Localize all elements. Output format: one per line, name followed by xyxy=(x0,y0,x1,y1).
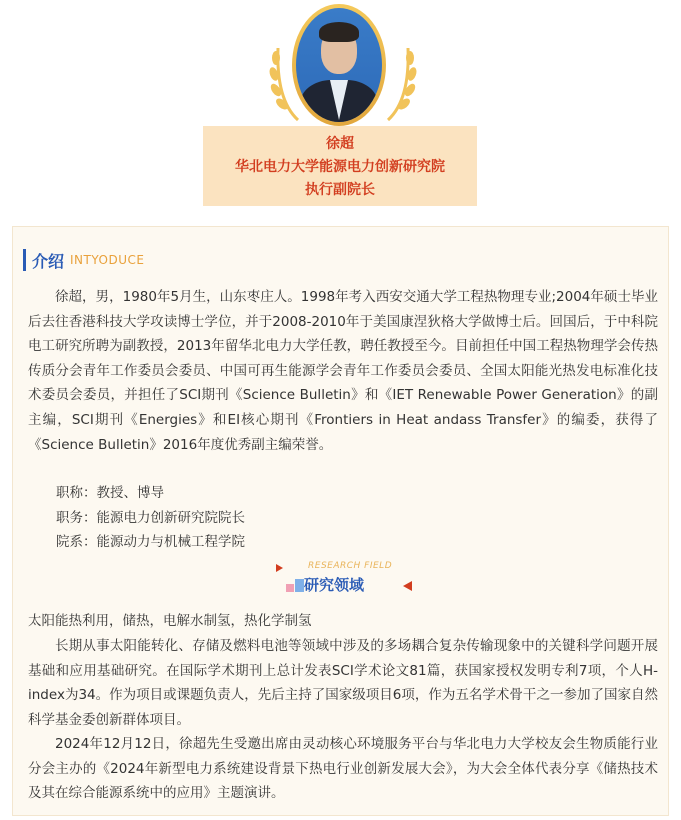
triangle-left-icon xyxy=(276,564,283,572)
laurel-right-icon xyxy=(382,44,418,122)
research-heading-cn: 研究领域 xyxy=(304,576,365,594)
research-heading-en: RESEARCH FIELD xyxy=(308,561,393,571)
intro-paragraph: 徐超，男，1980年5月生，山东枣庄人。1998年考入西安交通大学工程热物理专业;2004年硕士毕业后去往香港科技大学攻读博士学位，并于2008-2010年于美国康涅狄格大学做博士后。回国后，于中科院电工研究所聘为副教授，2013年留华北电力大学任教，聘任教授至今。目前担任中国工程热物理学会传热传质分会青年工作委员会委员、中国可再生能源学会青年工作委员会委员、全国太阳能光热发电标准化技术委员会委员，并担任了SCI期刊《Science Bulletin》和《IET Renewable Power Generation》的副主编，SCI期刊《Energies》和EI核心期刊《Frontiers in Heat andass Transfer》的编委，获得了《Science Bulletin》2016年度优秀副主编荣誉。 xyxy=(28,289,658,453)
triangle-right-icon xyxy=(403,581,412,591)
position-line: 职务：能源电力创新研究院院长 xyxy=(56,510,245,526)
portrait-photo xyxy=(296,8,382,122)
department-line: 院系：能源动力与机械工程学院 xyxy=(56,534,245,550)
intro-heading-en: INTYODUCE xyxy=(70,253,145,267)
square-pink-icon xyxy=(286,584,294,592)
heading-bar xyxy=(23,249,26,271)
bio-panel xyxy=(12,226,669,816)
research-heading xyxy=(268,559,418,599)
name-card xyxy=(203,126,477,206)
person-org: 华北电力大学能源电力创新研究院 xyxy=(235,159,445,175)
portrait-frame xyxy=(268,0,418,130)
rank-line: 职称：教授、博导 xyxy=(56,485,164,501)
person-name: 徐超 xyxy=(326,136,354,152)
person-title: 执行副院长 xyxy=(305,182,375,198)
research-paragraph-2: 2024年12月12日，徐超先生受邀出席由灵动核心环境服务平台与华北电力大学校友会生物质能行业分会主办的《2024年新型电力系统建设背景下热电行业创新发展大会》，为大会全体代表分享《储热技术及其在综合能源系统中的应用》主题演讲。 xyxy=(28,736,658,802)
intro-heading xyxy=(23,249,144,271)
profile-header xyxy=(0,0,681,212)
research-paragraph-1: 长期从事太阳能转化、存储及燃料电池等领域中涉及的多场耦合复杂传输现象中的关键科学问题开展基础和应用基础研究。在国际学术期刊上总计发表SCI学术论文81篇，获国家授权发明专利7项，个人H-index为34。作为项目或课题负责人，先后主持了国家级项目6项，作为五名学术骨干之一参加了国家自然科学基金委创新群体项目。 xyxy=(28,638,658,728)
square-blue-icon xyxy=(295,579,304,592)
research-fields: 太阳能热利用，储热，电解水制氢，热化学制氢 xyxy=(28,613,312,629)
intro-heading-cn: 介绍 xyxy=(32,251,65,271)
